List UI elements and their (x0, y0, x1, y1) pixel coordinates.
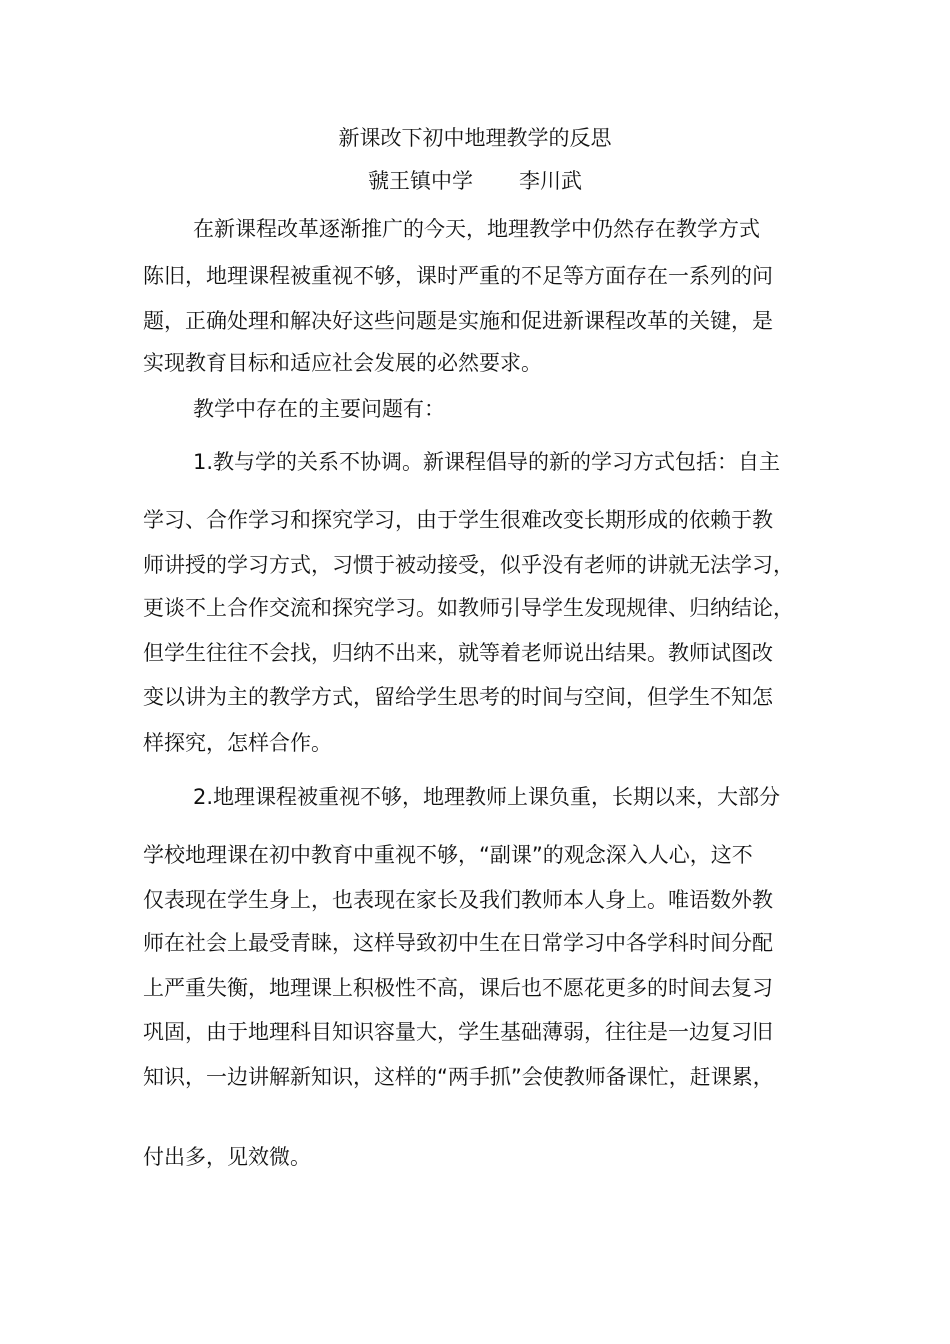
point1-line: 师讲授的学习方式，习惯于被动接受，似乎没有老师的讲就无法学习， (143, 553, 794, 577)
intro-line: 实现教育目标和适应社会发展的必然要求。 (143, 351, 542, 375)
point1-line: 变以讲为主的教学方式，留给学生思考的时间与空间，但学生不知怎 (143, 685, 773, 709)
point2-line: 上严重失衡，地理课上积极性不高，课后也不愿花更多的时间去复习 (143, 976, 773, 1000)
point2-line: 师在社会上最受青睐，这样导致初中生在日常学习中各学科时间分配 (143, 931, 773, 955)
point1-line: 但学生往往不会找，归纳不出来，就等着老师说出结果。教师试图改 (143, 641, 773, 665)
point2-line: 2.地理课程被重视不够，地理教师上课负重，长期以来，大部分 (193, 785, 781, 809)
point2-line: 学校地理课在初中教育中重视不够，“副课”的观念深入人心，这不 (143, 843, 753, 867)
point2-line: 知识，一边讲解新知识，这样的“两手抓”会使教师备课忙，赶课累， (143, 1065, 774, 1089)
point2-line: 仅表现在学生身上，也表现在家长及我们教师本人身上。唯语数外教 (143, 888, 773, 912)
intro-line: 陈旧，地理课程被重视不够，课时严重的不足等方面存在一系列的问 (143, 264, 773, 288)
point1-line: 更谈不上合作交流和探究学习。如教师引导学生发现规律、归纳结论， (143, 596, 794, 620)
point1-line: 1.教与学的关系不协调。新课程倡导的新的学习方式包括：自主 (193, 450, 781, 474)
problems-heading: 教学中存在的主要问题有： (193, 397, 445, 421)
point2-line: 巩固，由于地理科目知识容量大，学生基础薄弱，往往是一边复习旧 (143, 1020, 773, 1044)
document-title: 新课改下初中地理教学的反思 (338, 126, 612, 150)
school-name: 虢王镇中学 (368, 169, 473, 193)
author-line (0, 167, 950, 195)
point2-line: 付出多，见效微。 (143, 1145, 311, 1169)
point1-line: 样探究，怎样合作。 (143, 731, 332, 755)
author-name: 李川武 (519, 169, 582, 193)
intro-line: 在新课程改革逐渐推广的今天，地理教学中仍然存在教学方式 (193, 217, 760, 241)
intro-line: 题，正确处理和解决好这些问题是实施和促进新课程改革的关键，是 (143, 309, 773, 333)
point1-line: 学习、合作学习和探究学习，由于学生很难改变长期形成的依赖于教 (143, 508, 773, 532)
